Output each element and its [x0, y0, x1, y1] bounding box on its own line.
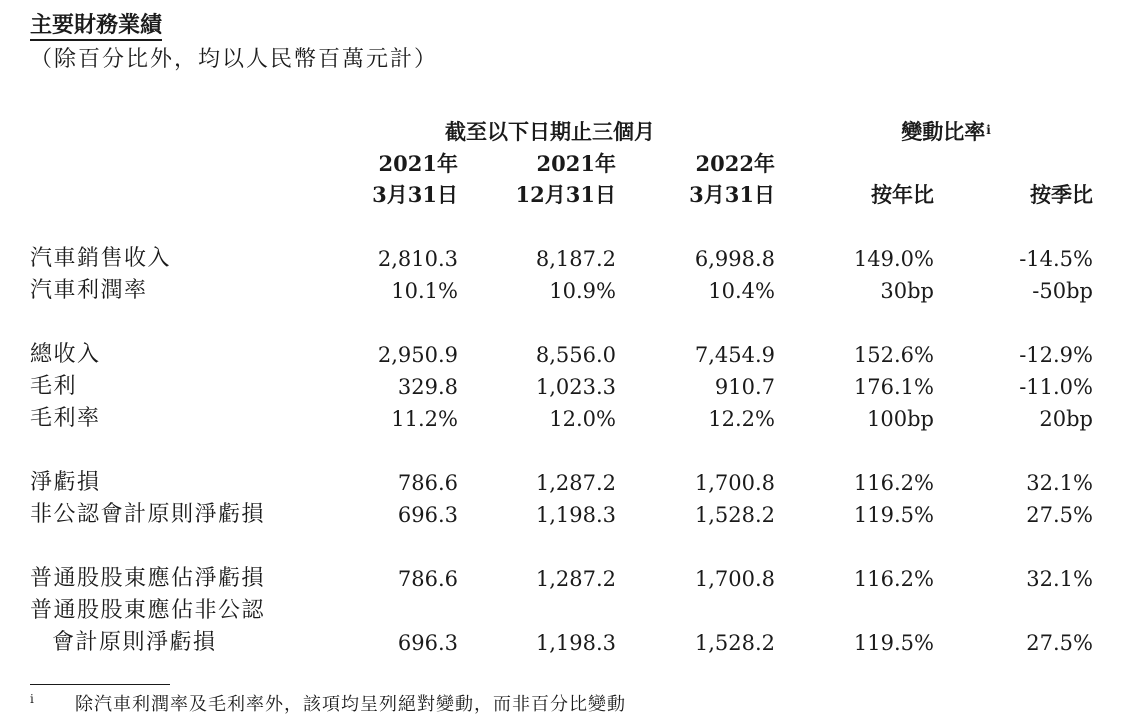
- table-cell: 1,287.2: [535, 471, 616, 495]
- table-cell: 12.2%: [708, 407, 775, 431]
- col3-date: 3月31日: [689, 182, 775, 207]
- table-cell: 100bp: [867, 407, 934, 431]
- table-cell: 8,187.2: [535, 247, 616, 271]
- table-cell: 696.3: [397, 631, 458, 655]
- table-cell: 27.5%: [1026, 503, 1093, 527]
- col3-year: 2022年: [695, 151, 775, 176]
- table-cell: 786.6: [397, 567, 458, 591]
- table-cell: 1,700.8: [694, 567, 775, 591]
- table-cell: 10.4%: [708, 279, 775, 303]
- table-cell: 12.0%: [549, 407, 616, 431]
- table-cell: -11.0%: [1019, 375, 1093, 399]
- table-cell: 1,023.3: [535, 375, 616, 399]
- table-cell: 2,950.9: [377, 343, 458, 367]
- yoy-header: 按年比: [871, 182, 934, 207]
- table-cell: 149.0%: [853, 247, 934, 271]
- table-cell: 119.5%: [853, 503, 934, 527]
- period-group-header: 截至以下日期止三個月: [445, 119, 655, 144]
- table-cell: 30bp: [880, 279, 934, 303]
- table-cell: 2,810.3: [377, 247, 458, 271]
- table-cell: 1,700.8: [694, 471, 775, 495]
- col2-year: 2021年: [536, 151, 616, 176]
- row-label-non-gaap-net-loss: 非公認會計原則淨虧損: [30, 502, 266, 527]
- table-cell: 910.7: [714, 375, 775, 399]
- table-cell: 7,454.9: [694, 343, 775, 367]
- footnote-marker: i: [30, 692, 34, 706]
- table-cell: 32.1%: [1026, 567, 1093, 591]
- qoq-header: 按季比: [1030, 182, 1093, 207]
- table-cell: 1,287.2: [535, 567, 616, 591]
- table-cell: 1,528.2: [694, 631, 775, 655]
- change-group-header: [901, 118, 991, 146]
- row-label-net-loss-attributable: 普通股股東應佔淨虧損: [30, 566, 266, 591]
- row-label-continuation: 會計原則淨虧損: [52, 630, 217, 655]
- footnote-text: 除汽車利潤率及毛利率外，該項均呈列絕對變動，而非百分比變動: [75, 694, 626, 715]
- table-cell: 696.3: [397, 503, 458, 527]
- row-label-vehicle-sales: 汽車銷售收入: [30, 246, 172, 271]
- table-cell: 10.9%: [549, 279, 616, 303]
- table-cell: -14.5%: [1019, 247, 1093, 271]
- table-cell: 786.6: [397, 471, 458, 495]
- col1-date: 3月31日: [372, 182, 458, 207]
- table-cell: 119.5%: [853, 631, 934, 655]
- footnote-divider: [30, 684, 170, 685]
- row-label-vehicle-margin: 汽車利潤率: [30, 278, 148, 303]
- table-cell: 176.1%: [853, 375, 934, 399]
- page-subtitle: （除百分比外，均以人民幣百萬元計）: [30, 47, 439, 72]
- row-label-gross-profit: 毛利: [30, 374, 78, 399]
- table-cell: -50bp: [1032, 279, 1093, 303]
- table-cell: 1,198.3: [535, 631, 616, 655]
- table-cell: 1,198.3: [535, 503, 616, 527]
- table-cell: 329.8: [397, 375, 458, 399]
- table-cell: 1,528.2: [694, 503, 775, 527]
- col2-date: 12月31日: [515, 182, 616, 207]
- footnote-mark: i: [986, 123, 991, 137]
- table-cell: 11.2%: [391, 407, 458, 431]
- table-cell: 27.5%: [1026, 631, 1093, 655]
- table-cell: -12.9%: [1019, 343, 1093, 367]
- row-label-total-revenue: 總收入: [30, 342, 101, 367]
- table-cell: 116.2%: [853, 567, 934, 591]
- row-label-gross-margin: 毛利率: [30, 406, 101, 431]
- table-cell: 116.2%: [853, 471, 934, 495]
- page-title: 主要財務業績: [30, 12, 162, 41]
- change-group-label: 變動比率: [901, 119, 986, 144]
- row-label-non-gaap-net-loss-attributable: 普通股股東應佔非公認: [30, 598, 266, 623]
- table-cell: 10.1%: [391, 279, 458, 303]
- row-label-net-loss: 淨虧損: [30, 470, 101, 495]
- table-cell: 152.6%: [853, 343, 934, 367]
- col1-year: 2021年: [378, 151, 458, 176]
- table-cell: 8,556.0: [535, 343, 616, 367]
- table-cell: 32.1%: [1026, 471, 1093, 495]
- table-cell: 20bp: [1039, 407, 1093, 431]
- table-cell: 6,998.8: [694, 247, 775, 271]
